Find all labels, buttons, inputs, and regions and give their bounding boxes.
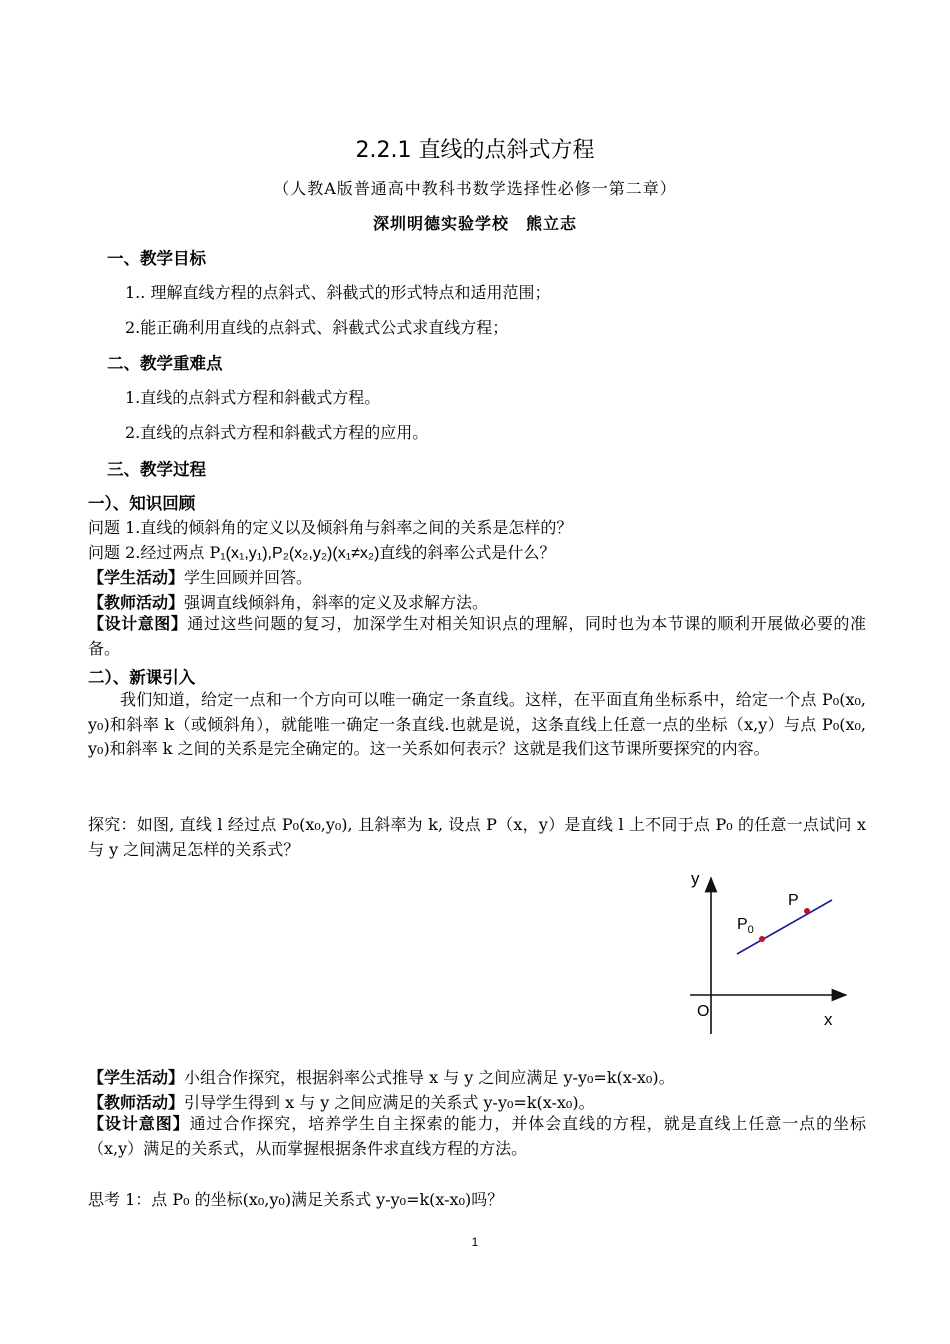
design-intent-tag: 【设计意图】: [88, 614, 188, 633]
explore-paragraph: 探究：如图, 直线 l 经过点 P₀(x₀,y₀), 且斜率为 k, 设点 P（x，y）是直线 l 上不同于点 P₀ 的任意一点试问 x 与 y 之间满足怎样的关系式？: [88, 815, 866, 859]
design-intent-2-tag: 【设计意图】: [88, 1114, 190, 1133]
point-p0-subscript: 0: [747, 924, 754, 936]
design-intent-text: 通过这些问题的复习，加深学生对相关知识点的理解，同时也为本节课的顺利开展做必要的准备。: [88, 614, 866, 658]
subsection-heading-intro: 二）、新课引入: [88, 668, 196, 687]
page-number: 1: [471, 1235, 479, 1249]
origin-label: O: [697, 1003, 710, 1020]
design-intent-1: [88, 612, 866, 661]
point-p-label: P: [788, 892, 799, 909]
y-axis-label: y: [691, 869, 700, 888]
section-heading-keypoints: 二、教学重难点: [107, 354, 223, 373]
x-axis-label: x: [824, 1010, 833, 1029]
keypoint-item-1: 1.直线的点斜式方程和斜截式方程。: [125, 388, 381, 407]
design-intent-2: [88, 1112, 866, 1161]
page-title: 2.2.1 直线的点斜式方程: [355, 138, 595, 163]
section-heading-goals: 一、教学目标: [107, 249, 206, 268]
point-p: [804, 908, 810, 914]
teacher-activity-tag: 【教师活动】: [88, 593, 185, 612]
teacher-activity-1: [88, 590, 488, 613]
section-heading-process: 三、教学过程: [107, 460, 206, 479]
coordinate-figure: [680, 862, 860, 1037]
subsection-heading-review: 一）、知识回顾: [88, 494, 196, 513]
student-activity-2: [88, 1065, 675, 1088]
student-activity-text: 学生回顾并回答。: [184, 568, 313, 587]
design-intent-2-text: 通过合作探究，培养学生自主探索的能力，并体会直线的方程，就是直线上任意一点的坐标（x,y）满足的关系式，从而掌握根据条件求直线方程的方法。: [88, 1114, 866, 1158]
point-p0-letter: P: [737, 916, 748, 933]
goal-item-1: 1.. 理解直线方程的点斜式、斜截式的形式特点和适用范围；: [125, 283, 551, 302]
author-line: 深圳明德实验学校 熊立志: [372, 214, 577, 233]
teacher-activity-2-text: 引导学生得到 x 与 y 之间应满足的关系式 y-y₀=k(x-x₀)。: [184, 1093, 595, 1112]
think-question-1: 思考 1：点 P₀ 的坐标(x₀,y₀)满足关系式 y-y₀=k(x-x₀)吗？: [88, 1190, 504, 1209]
point-p0: [759, 936, 765, 942]
teacher-activity-text: 强调直线倾斜角，斜率的定义及求解方法。: [184, 593, 489, 612]
goal-item-2: 2.能正确利用直线的点斜式、斜截式公式求直线方程；: [125, 318, 509, 337]
question-2-suffix: 直线的斜率公式是什么？: [379, 543, 556, 562]
teacher-activity-2: [88, 1090, 595, 1113]
student-activity-1: [88, 565, 312, 588]
student-activity-2-tag: 【学生活动】: [88, 1068, 185, 1087]
intro-paragraph: 我们知道，给定一点和一个方向可以唯一确定一条直线。这样，在平面直角坐标系中，给定一个点 P₀(x₀, y₀)和斜率 k（或倾斜角），就能唯一确定一条直线.也就是说，这条直线上任意一点的坐标（x,y）与点 P₀(x₀, y₀)和斜率 k 之间的关系是完全确定的。这一关系如何表示？这就是我们这节课所要探究的内容。: [88, 690, 866, 758]
student-activity-tag: 【学生活动】: [88, 568, 185, 587]
student-activity-2-text: 小组合作探究，根据斜率公式推导 x 与 y 之间应满足 y-y₀=k(x-x₀)。: [184, 1068, 675, 1087]
keypoint-item-2: 2.直线的点斜式方程和斜截式方程的应用。: [125, 423, 429, 442]
point-p0-label: [737, 916, 754, 936]
page-subtitle: （人教A版普通高中教科书数学选择性必修一第二章）: [273, 179, 677, 198]
question-2-prefix: 问题 2.经过两点 P: [88, 543, 221, 562]
question-1: 问题 1.直线的倾斜角的定义以及倾斜角与斜率之间的关系是怎样的？: [88, 518, 573, 537]
question-2: 问题 2.经过两点 P₁(x₁,y₁),P₂(x₂,y₂)(x₁≠x₂)直线的斜率公式是什么？: [88, 543, 556, 562]
teacher-activity-2-tag: 【教师活动】: [88, 1093, 185, 1112]
